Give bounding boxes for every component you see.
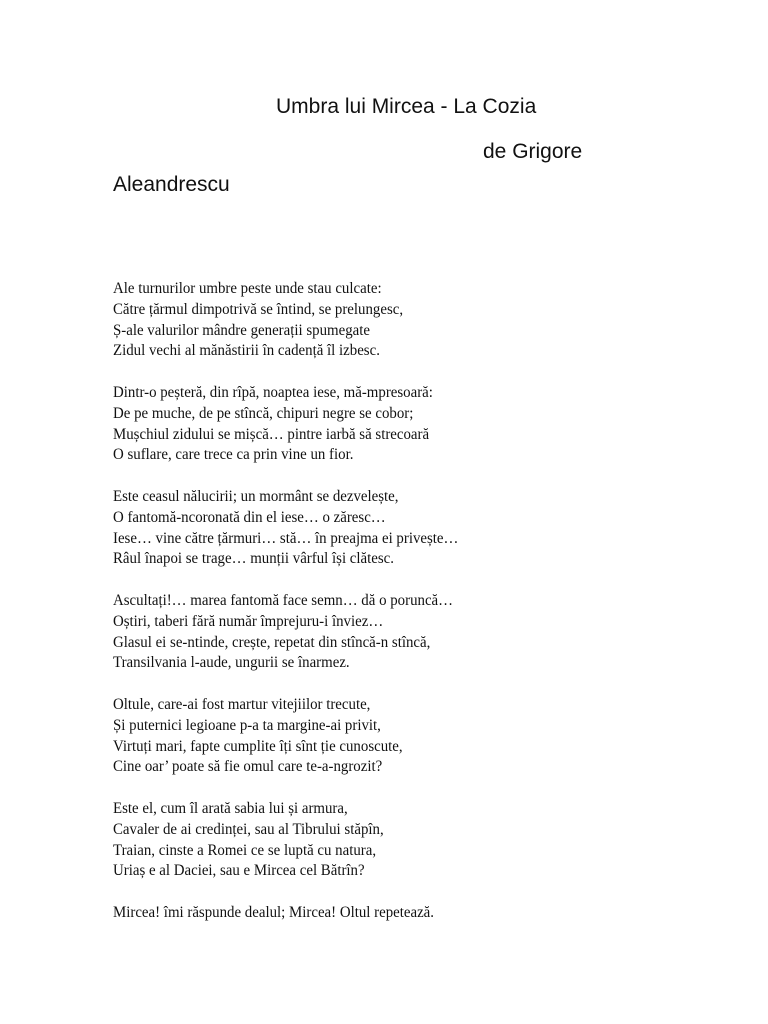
stanza-5: [113, 695, 671, 778]
verse-line: Și puternici legioane p-a ta margine-ai privit,: [113, 716, 381, 734]
verse-line: Este el, cum îl arată sabia lui și armura,: [113, 799, 348, 817]
verse-line: Ș-ale valurilor mândre generații spumegate: [113, 321, 370, 339]
author-line-1: de Grigore: [483, 140, 583, 163]
stanza-3: [113, 487, 671, 570]
verse-line: Uriaș e al Daciei, sau e Mircea cel Bătrîn?: [113, 862, 365, 880]
verse-line: De pe muche, de pe stîncă, chipuri negre se cobor;: [113, 404, 414, 422]
verse-line: Cavaler de ai credinței, sau al Tibrului stăpîn,: [113, 820, 384, 838]
verse-line: Ascultați!… marea fantomă face semn… dă o poruncă…: [113, 591, 454, 609]
stanza-6: [113, 799, 671, 882]
verse-line: Râul înapoi se trage… munții vârful își clătesc.: [113, 550, 394, 568]
verse-line: O suflare, care trece ca prin vine un fior.: [113, 446, 354, 464]
verse-line: Oștiri, taberi fără număr împrejuru-i înviez…: [113, 612, 384, 630]
verse-line: Mușchiul zidului se mișcă… pintre iarbă să strecoară: [113, 425, 430, 443]
document-title: Umbra lui Mircea - La Cozia: [276, 95, 537, 118]
verse-line: Este ceasul nălucirii; un mormânt se dezvelește,: [113, 487, 399, 505]
verse-line: Traian, cinste a Romei ce se luptă cu natura,: [113, 841, 377, 859]
stanza-2: [113, 383, 671, 466]
author-line-2: Aleandrescu: [113, 173, 230, 196]
poem-body: [113, 279, 671, 945]
verse-line: Transilvania l-aude, ungurii se înarmez.: [113, 654, 350, 672]
verse-line: Cine oar’ poate să fie omul care te-a-ngrozit?: [113, 758, 383, 776]
verse-line: O fantomă-ncoronată din el iese… o zăresc…: [113, 508, 386, 526]
verse-line: Zidul vechi al mănăstirii în cadență îl izbesc.: [113, 342, 380, 360]
stanza-1: [113, 279, 671, 362]
verse-line: Glasul ei se-ntinde, crește, repetat din stîncă-n stîncă,: [113, 633, 431, 651]
verse-line: Virtuți mari, fapte cumplite îți sînt ție cunoscute,: [113, 737, 403, 755]
verse-line: Iese… vine către țărmuri… stă… în preajma ei privește…: [113, 529, 459, 547]
verse-line: Către țărmul dimpotrivă se întind, se prelungesc,: [113, 300, 404, 318]
verse-line: Ale turnurilor umbre peste unde stau culcate:: [113, 280, 382, 297]
verse-line: Dintr-o peșteră, din rîpă, noaptea iese, mă-mpresoară:: [113, 383, 433, 401]
stanza-7: [113, 903, 671, 924]
stanza-4: [113, 591, 671, 674]
verse-line: Oltule, care-ai fost martur vitejiilor trecute,: [113, 695, 371, 713]
verse-line: Mircea! îmi răspunde dealul; Mircea! Oltul repetează.: [113, 903, 435, 921]
